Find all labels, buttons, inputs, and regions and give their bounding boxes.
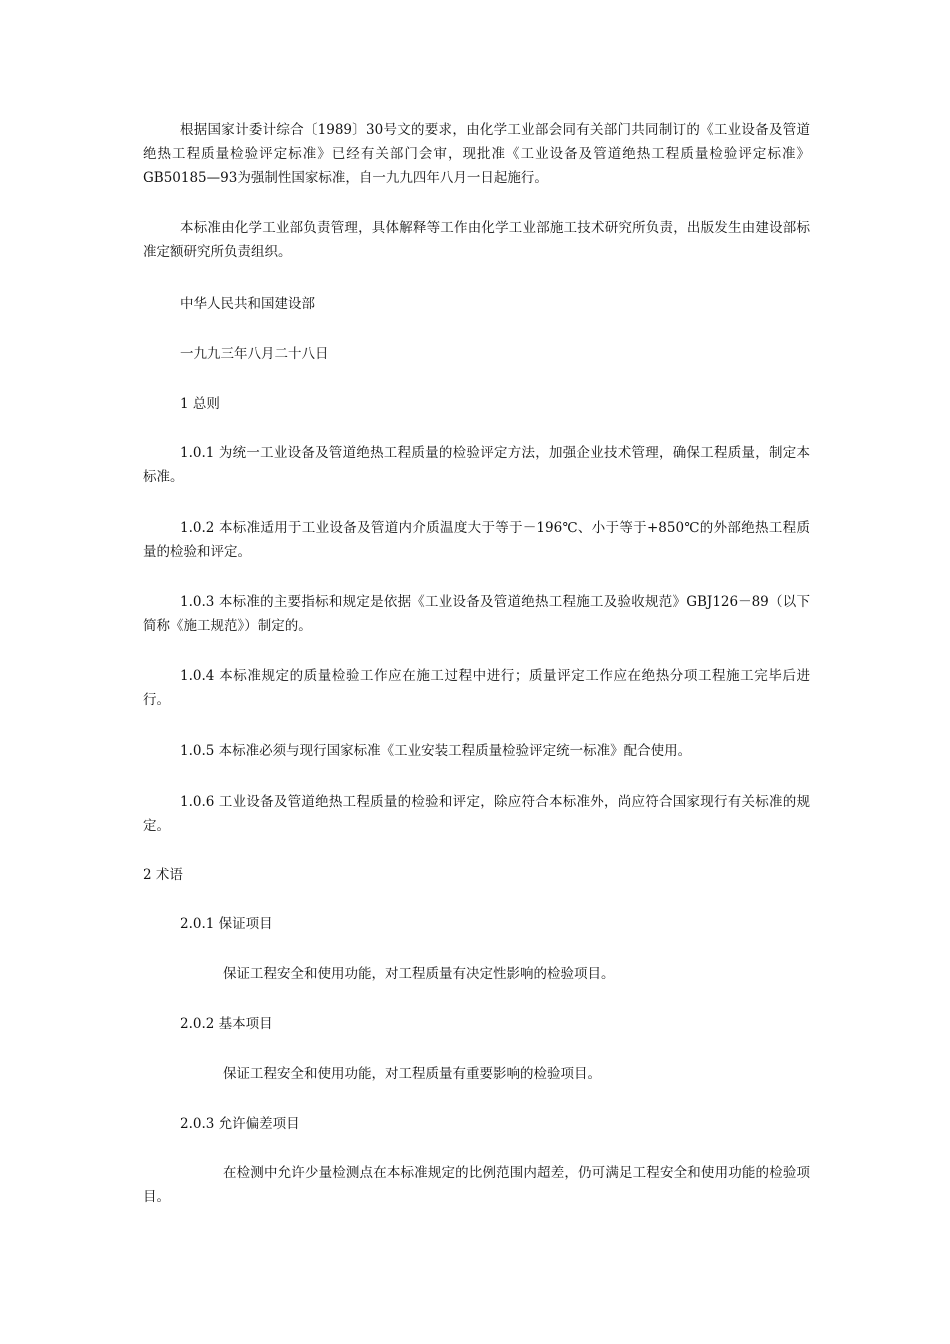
clause-1-0-4: 1.0.4 本标准规定的质量检验工作应在施工过程中进行；质量评定工作应在绝热分项工程施工完毕后进行。 (143, 668, 810, 708)
clause-1-0-6: 1.0.6 工业设备及管道绝热工程质量的检验和评定，除应符合本标准外，尚应符合国家现行有关标准的规定。 (143, 794, 810, 834)
term-2-0-3-definition: 在检测中允许少量检测点在本标准规定的比例范围内超差，仍可满足工程安全和使用功能的检验项目。 (143, 1165, 810, 1205)
term-2-0-1-title: 2.0.1 保证项目 (180, 916, 273, 932)
intro-paragraph-approval: 根据国家计委计综合〔1989〕30号文的要求，由化学工业部会同有关部门共同制订的《工业设备及管道绝热工程质量检验评定标准》已经有关部门会审，现批准《工业设备及管道绝热工程质量检验评定标准》GB50185—93为强制性国家标准，自一九九四年八月一日起施行。 (143, 122, 810, 186)
chapter-2-heading: 2 术语 (143, 867, 183, 883)
term-2-0-1-definition: 保证工程安全和使用功能，对工程质量有决定性影响的检验项目。 (223, 966, 615, 982)
clause-1-0-1: 1.0.1 为统一工业设备及管道绝热工程质量的检验评定方法，加强企业技术管理，确保工程质量，制定本标准。 (143, 445, 810, 485)
issue-date: 一九九三年八月二十八日 (180, 346, 329, 362)
clause-1-0-2: 1.0.2 本标准适用于工业设备及管道内介质温度大于等于－196℃、小于等于+850℃的外部绝热工程质量的检验和评定。 (143, 520, 810, 560)
term-2-0-3-title: 2.0.3 允许偏差项目 (180, 1116, 300, 1132)
clause-1-0-5: 1.0.5 本标准必须与现行国家标准《工业安装工程质量检验评定统一标准》配合使用。 (180, 743, 692, 759)
term-2-0-2-title: 2.0.2 基本项目 (180, 1016, 273, 1032)
clause-1-0-3: 1.0.3 本标准的主要指标和规定是依据《工业设备及管道绝热工程施工及验收规范》GBJ126－89（以下简称《施工规范》）制定的。 (143, 594, 810, 634)
intro-paragraph-management: 本标准由化学工业部负责管理，具体解释等工作由化学工业部施工技术研究所负责，出版发生由建设部标准定额研究所负责组织。 (143, 220, 810, 260)
issuer: 中华人民共和国建设部 (180, 296, 315, 312)
chapter-1-heading: 1 总则 (180, 396, 220, 412)
term-2-0-2-definition: 保证工程安全和使用功能，对工程质量有重要影响的检验项目。 (223, 1066, 601, 1082)
